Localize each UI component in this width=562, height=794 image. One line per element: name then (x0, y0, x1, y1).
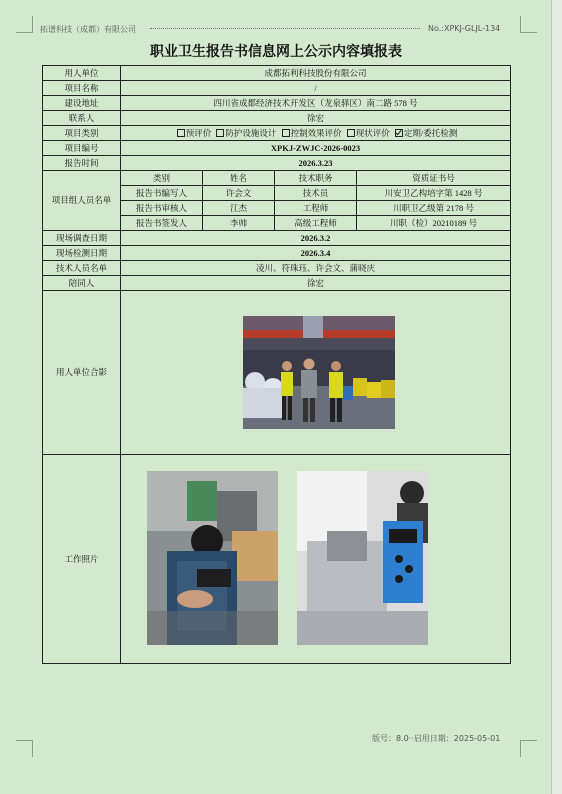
row-group-photo (43, 291, 511, 455)
row-project-name (43, 81, 511, 96)
option-label: 控制效果评价 (290, 127, 342, 138)
team-label: 项目组人员名单 (43, 171, 121, 231)
project-name-label: 项目名称 (43, 81, 121, 96)
team-header-row (43, 171, 511, 186)
work-photo-cell (121, 455, 511, 664)
address-value[interactable]: 四川省成都经济技术开发区（龙泉驿区）南二路 578 号 (121, 96, 511, 111)
vertical-scrollbar[interactable] (551, 0, 562, 794)
group-photo-label: 用人单位合影 (43, 291, 121, 455)
corner-mark (520, 740, 537, 757)
page-title: 职业卫生报告书信息网上公示内容填报表 (150, 44, 402, 60)
category-label: 项目类别 (43, 126, 121, 141)
team-role[interactable]: 报告书审核人 (121, 201, 203, 216)
row-project-number (43, 141, 511, 156)
checkbox-periodic-detection[interactable] (395, 129, 403, 137)
team-title[interactable]: 工程师 (275, 201, 357, 216)
row-work-photo (43, 455, 511, 664)
detect-date-label: 现场检测日期 (43, 246, 121, 261)
team-name[interactable]: 李帅 (203, 216, 275, 231)
address-label: 建设地址 (43, 96, 121, 111)
option-label: 定期/委托检测 (403, 127, 458, 138)
option-label: 现状评价 (355, 127, 390, 138)
group-photo-cell (121, 291, 511, 455)
project-number-value[interactable]: XPKJ-ZWJC-2026-0023 (121, 141, 511, 156)
corner-mark (16, 740, 33, 757)
team-role[interactable]: 报告书编写人 (121, 186, 203, 201)
team-cert[interactable]: 川职（检）20210189 号 (357, 216, 511, 231)
accompany-label: 陪同人 (43, 276, 121, 291)
team-col-header: 类别 (121, 171, 203, 186)
row-technicians (43, 261, 511, 276)
row-address (43, 96, 511, 111)
row-detect-date (43, 246, 511, 261)
project-name-value[interactable]: / (121, 81, 511, 96)
team-title[interactable]: 高级工程师 (275, 216, 357, 231)
corner-mark (520, 16, 537, 33)
accompany-value[interactable]: 徐宏 (121, 276, 511, 291)
team-cert[interactable]: 川职卫乙级第 2178 号 (357, 201, 511, 216)
team-cert[interactable]: 川安卫乙构培字第 1428 号 (357, 186, 511, 201)
option-label: 防护设施设计 (225, 127, 277, 138)
report-time-value[interactable]: 2026.3.23 (121, 156, 511, 171)
team-title[interactable]: 技术员 (275, 186, 357, 201)
contact-value[interactable]: 徐宏 (121, 111, 511, 126)
category-options (121, 126, 511, 141)
team-role[interactable]: 报告书签发人 (121, 216, 203, 231)
row-report-time (43, 156, 511, 171)
checkbox-control-evaluation[interactable] (282, 129, 290, 137)
report-time-label: 报告时间 (43, 156, 121, 171)
option-label: 预评价 (185, 127, 212, 138)
technicians-label: 技术人员名单 (43, 261, 121, 276)
corner-mark (16, 16, 33, 33)
footer-version: 版号：8.0··启用日期：2025-05-01 (372, 734, 501, 743)
work-photo-right[interactable] (297, 471, 428, 645)
team-name[interactable]: 许会文 (203, 186, 275, 201)
technicians-value[interactable]: 凌川、符珠珏、许会文、蒲晓庆 (121, 261, 511, 276)
row-contact (43, 111, 511, 126)
employer-value[interactable]: 成都拓利科技股份有限公司 (121, 66, 511, 81)
header-doc-number: No.:XPKJ-GLJL-134 (428, 24, 501, 33)
group-photo[interactable] (243, 316, 395, 429)
work-photo-left[interactable] (147, 471, 278, 645)
team-name[interactable]: 江杰 (203, 201, 275, 216)
work-photo-left-image (147, 471, 278, 645)
row-category (43, 126, 511, 141)
info-form-table (42, 65, 511, 664)
team-col-header: 技术职务 (275, 171, 357, 186)
survey-date-value[interactable]: 2026.3.2 (121, 231, 511, 246)
row-survey-date (43, 231, 511, 246)
contact-label: 联系人 (43, 111, 121, 126)
team-col-header: 姓名 (203, 171, 275, 186)
work-photo-label: 工作照片 (43, 455, 121, 664)
checkbox-status-evaluation[interactable] (347, 129, 355, 137)
work-photo-right-image (297, 471, 428, 645)
project-number-label: 项目编号 (43, 141, 121, 156)
group-photo-image (243, 316, 395, 429)
checkbox-protection-design[interactable] (216, 129, 224, 137)
checkbox-pre-evaluation[interactable] (177, 129, 185, 137)
employer-label: 用人单位 (43, 66, 121, 81)
survey-date-label: 现场调查日期 (43, 231, 121, 246)
row-accompany (43, 276, 511, 291)
header-rule (150, 28, 420, 29)
detect-date-value[interactable]: 2026.3.4 (121, 246, 511, 261)
header-company: 拓谱科技（成都）有限公司 (40, 25, 136, 34)
team-col-header: 资质证书号 (357, 171, 511, 186)
row-employer (43, 66, 511, 81)
